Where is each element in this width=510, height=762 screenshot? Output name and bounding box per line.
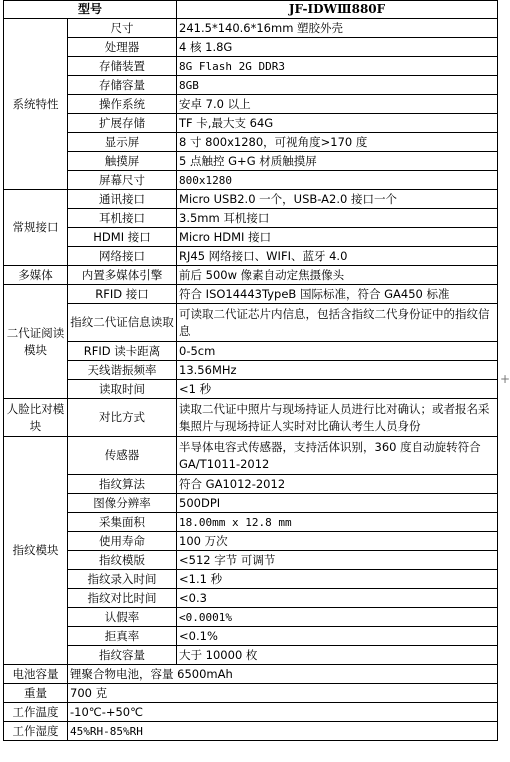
table-row [4, 399, 498, 437]
row-label: 处理器 [68, 38, 177, 57]
row-value: Micro HDMI 接口 [177, 228, 498, 247]
row-value: Micro USB2.0 一个，USB-A2.0 接口一个 [177, 190, 498, 209]
table-row [4, 114, 498, 133]
table-row [4, 437, 498, 475]
table-row [4, 171, 498, 190]
table-row [4, 684, 498, 703]
row-label: 指纹算法 [68, 475, 177, 494]
table-row [4, 532, 498, 551]
group-id-reader: 二代证阅读模块 [4, 285, 68, 399]
row-value: <0.1% [177, 627, 498, 646]
row-label: 存储容量 [68, 76, 177, 95]
table-row [4, 513, 498, 532]
table-row [4, 38, 498, 57]
row-value: 0-5cm [177, 342, 498, 361]
row-value: <512 字节 可调节 [177, 551, 498, 570]
row-label: 指纹二代证信息读取 [68, 304, 177, 342]
row-value: 读取二代证中照片与现场持证人员进行比对确认；或者报名采集照片与现场持证人实时对比确认考生人员身份 [177, 399, 498, 437]
row-value: 700 克 [68, 684, 498, 703]
row-label: 指纹容量 [68, 646, 177, 665]
row-label: 耳机接口 [68, 209, 177, 228]
table-row [4, 551, 498, 570]
row-label: 天线谐振频率 [68, 361, 177, 380]
row-value: 符合 GA1012-2012 [177, 475, 498, 494]
table-row [4, 228, 498, 247]
row-label: 认假率 [68, 608, 177, 627]
row-value: 可读取二代证芯片内信息，包括含指纹二代身份证中的指纹信息 [177, 304, 498, 342]
row-value: 13.56MHz [177, 361, 498, 380]
table-row [4, 722, 498, 741]
row-value: 3.5mm 耳机接口 [177, 209, 498, 228]
table-row [4, 247, 498, 266]
row-value: 18.00mm x 12.8 mm [177, 513, 498, 532]
table-row [4, 266, 498, 285]
table-row [4, 703, 498, 722]
row-label: 采集面积 [68, 513, 177, 532]
row-value: 4 核 1.8G [177, 38, 498, 57]
table-row [4, 494, 498, 513]
group-interface: 常规接口 [4, 190, 68, 266]
table-row [4, 152, 498, 171]
row-label: 触摸屏 [68, 152, 177, 171]
row-value: 45%RH-85%RH [68, 722, 498, 741]
row-value: 符合 ISO14443TypeB 国际标准，符合 GA450 标准 [177, 285, 498, 304]
group-system: 系统特性 [4, 19, 68, 190]
table-row [4, 304, 498, 342]
row-label: 读取时间 [68, 380, 177, 399]
row-label: 指纹对比时间 [68, 589, 177, 608]
row-label: 指纹模版 [68, 551, 177, 570]
row-value: TF 卡,最大支 64G [177, 114, 498, 133]
table-row [4, 76, 498, 95]
edge-plus-glyph: + [500, 372, 510, 386]
row-label: 尺寸 [68, 19, 177, 38]
row-value: 100 万次 [177, 532, 498, 551]
spec-table [3, 0, 498, 741]
row-label: 操作系统 [68, 95, 177, 114]
row-label: 图像分辨率 [68, 494, 177, 513]
row-label: 工作温度 [4, 703, 68, 722]
row-label: 电池容量 [4, 665, 68, 684]
row-value: 241.5*140.6*16mm 塑胶外壳 [177, 19, 498, 38]
group-media: 多媒体 [4, 266, 68, 285]
row-value: <0.0001% [177, 608, 498, 627]
row-label: 使用寿命 [68, 532, 177, 551]
row-label: 通讯接口 [68, 190, 177, 209]
row-value: RJ45 网络接口、WIFI、蓝牙 4.0 [177, 247, 498, 266]
table-row [4, 209, 498, 228]
model-value: JF-IDWⅢ880F [177, 1, 498, 19]
table-row [4, 133, 498, 152]
table-row [4, 342, 498, 361]
row-value: 8G Flash 2G DDR3 [177, 57, 498, 76]
table-row [4, 285, 498, 304]
table-row [4, 19, 498, 38]
group-face: 人脸比对模块 [4, 399, 68, 437]
table-row [4, 361, 498, 380]
row-label: 对比方式 [68, 399, 177, 437]
row-label: 重量 [4, 684, 68, 703]
row-value: 8GB [177, 76, 498, 95]
row-label: 拒真率 [68, 627, 177, 646]
table-row [4, 627, 498, 646]
row-label: 工作湿度 [4, 722, 68, 741]
row-label: HDMI 接口 [68, 228, 177, 247]
row-label: 屏幕尺寸 [68, 171, 177, 190]
group-fingerprint: 指纹模块 [4, 437, 68, 665]
table-row [4, 589, 498, 608]
table-row [4, 95, 498, 114]
row-value: 半导体电容式传感器，支持活体识别，360 度自动旋转符合 GA/T1011-2012 [177, 437, 498, 475]
row-value: 5 点触控 G+G 材质触摸屏 [177, 152, 498, 171]
row-label: 显示屏 [68, 133, 177, 152]
row-value: 大于 10000 枚 [177, 646, 498, 665]
row-label: RFID 接口 [68, 285, 177, 304]
row-value: <1.1 秒 [177, 570, 498, 589]
row-value: 500DPI [177, 494, 498, 513]
table-row [4, 57, 498, 76]
row-label: 传感器 [68, 437, 177, 475]
table-row [4, 665, 498, 684]
table-row [4, 475, 498, 494]
row-label: 指纹录入时间 [68, 570, 177, 589]
row-value: -10℃-+50℃ [68, 703, 498, 722]
row-value: 8 寸 800x1280，可视角度>170 度 [177, 133, 498, 152]
table-row [4, 570, 498, 589]
row-value: 800x1280 [177, 171, 498, 190]
header-row [4, 1, 498, 19]
table-row [4, 646, 498, 665]
table-row [4, 190, 498, 209]
row-label: 存储装置 [68, 57, 177, 76]
row-label: 网络接口 [68, 247, 177, 266]
row-label: RFID 读卡距离 [68, 342, 177, 361]
row-value: 锂聚合物电池，容量 6500mAh [68, 665, 498, 684]
row-value: 安卓 7.0 以上 [177, 95, 498, 114]
row-value: 前后 500w 像素自动定焦摄像头 [177, 266, 498, 285]
row-label: 扩展存储 [68, 114, 177, 133]
row-label: 内置多媒体引擎 [68, 266, 177, 285]
row-value: <0.3 [177, 589, 498, 608]
table-row [4, 608, 498, 627]
table-row [4, 380, 498, 399]
model-label: 型号 [4, 1, 177, 19]
row-value: <1 秒 [177, 380, 498, 399]
